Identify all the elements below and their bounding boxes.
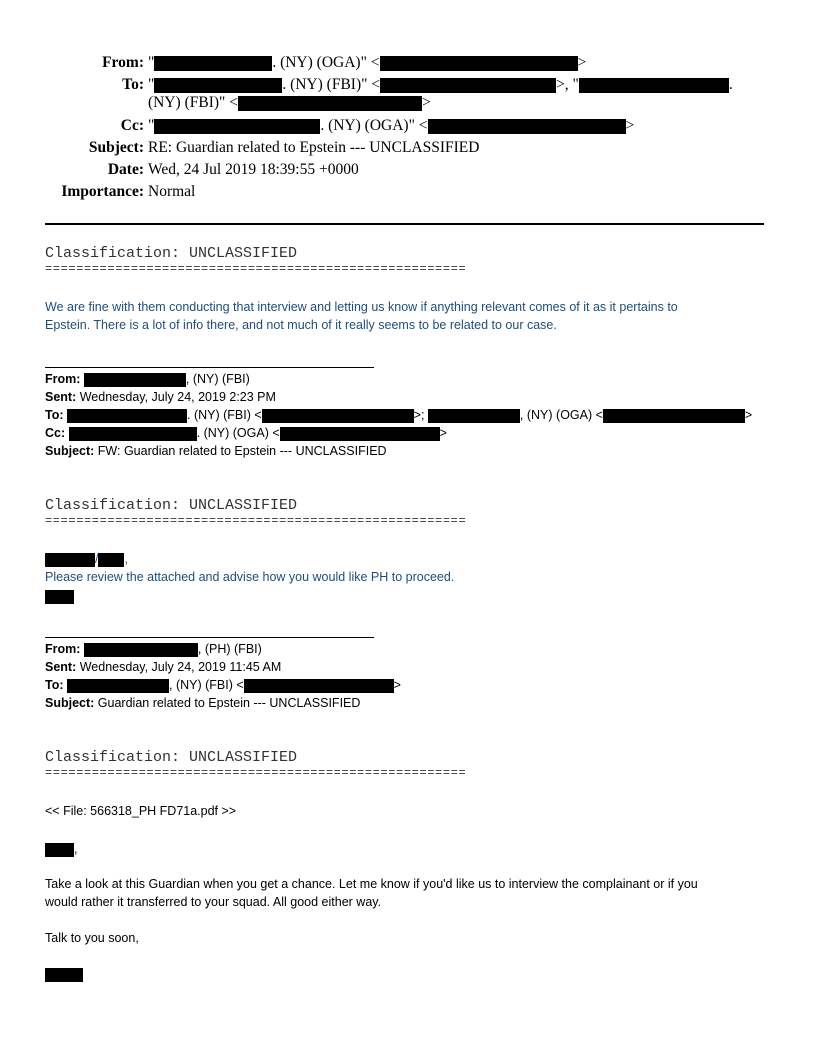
classification-banner: Classification: UNCLASSIFIED (45, 749, 298, 766)
redaction-box (262, 409, 414, 423)
to-dot: . (728, 76, 733, 93)
date-label: Date: (107, 161, 144, 178)
to-close: > (421, 94, 431, 111)
fwd1-signature (45, 588, 74, 606)
greeting-comma: , (124, 552, 128, 566)
message-separator (45, 367, 374, 368)
fwd2-to-row (45, 676, 401, 694)
fwd2-subject-value: Guardian related to Epstein --- UNCLASSIFIED (97, 696, 361, 710)
classification-banner: Classification: UNCLASSIFIED (45, 497, 298, 514)
to-quote: " (148, 76, 155, 93)
fwd1-cc-row (45, 424, 447, 442)
reply-body-line2: Epstein. There is a lot of info there, and not much of it really seems to be related to our case. (45, 318, 557, 332)
fwd1-to-text-2: , (NY) (OGA) < (519, 408, 603, 422)
fwd2-sent-value: Wednesday, July 24, 2019 11:45 AM (79, 660, 282, 674)
cc-value (148, 117, 634, 135)
to-text-2: (NY) (FBI)" < (148, 94, 238, 111)
redaction-box (579, 78, 729, 93)
importance-label: Importance: (61, 183, 144, 200)
fwd1-to-text: . (NY) (FBI) < (187, 408, 262, 422)
cc-row (0, 117, 816, 135)
redaction-box (154, 119, 320, 134)
redaction-box (244, 679, 394, 693)
from-quote: " (148, 54, 155, 71)
redaction-box (380, 78, 556, 93)
from-row (0, 54, 816, 72)
redaction-box (428, 409, 520, 423)
importance-row (0, 183, 816, 201)
fwd2-to-text: , (NY) (FBI) < (169, 678, 244, 692)
classification-banner: Classification: UNCLASSIFIED (45, 245, 298, 262)
fwd1-to-separator: >; (413, 408, 425, 422)
redaction-box (603, 409, 745, 423)
fwd1-sent-value: Wednesday, July 24, 2019 2:23 PM (79, 390, 276, 404)
redaction-box (154, 56, 272, 71)
fwd2-subject-row (45, 694, 360, 712)
greeting-slash: / (95, 552, 99, 566)
fwd2-sent-label: Sent: (45, 660, 77, 674)
subject-row (0, 139, 816, 157)
fwd1-to-close: > (744, 408, 753, 422)
importance-value: Normal (148, 183, 196, 200)
from-label: From: (102, 54, 144, 71)
redaction-box (45, 843, 74, 857)
reply-body-line1: We are fine with them conducting that interview and letting us know if anything relevant comes of it as it pertains to (45, 300, 678, 314)
to-value (148, 76, 733, 94)
fwd2-signature (45, 966, 83, 984)
redaction-box (84, 373, 186, 387)
fwd2-sent-row (45, 658, 281, 676)
equals-rule: ====================================================== (45, 766, 467, 780)
to-separator: >, " (556, 76, 579, 93)
fwd1-cc-label: Cc: (45, 426, 66, 440)
redaction-box (45, 968, 83, 982)
equals-rule: ====================================================== (45, 514, 467, 528)
subject-value: RE: Guardian related to Epstein --- UNCLASSIFIED (148, 139, 480, 156)
fwd1-subject-value: FW: Guardian related to Epstein --- UNCLASSIFIED (97, 444, 387, 458)
from-close: > (577, 54, 587, 71)
redaction-box (67, 679, 169, 693)
cc-close: > (625, 117, 635, 134)
to-label: To: (122, 76, 144, 93)
fwd1-greeting (45, 550, 128, 568)
to-row-continued (148, 94, 431, 112)
redaction-box (154, 78, 282, 93)
date-value: Wed, 24 Jul 2019 18:39:55 +0000 (148, 161, 359, 178)
fwd2-from-value: , (PH) (FBI) (197, 642, 262, 656)
fwd1-to-label: To: (45, 408, 64, 422)
fwd1-subject-label: Subject: (45, 444, 95, 458)
cc-quote: " (148, 117, 155, 134)
fwd1-body-text: Please review the attached and advise how you would like PH to proceed. (45, 570, 455, 584)
equals-rule: ====================================================== (45, 262, 467, 276)
fwd1-subject-row (45, 442, 387, 460)
cc-label: Cc: (120, 117, 144, 134)
from-value (148, 54, 586, 72)
fwd2-subject-label: Subject: (45, 696, 95, 710)
to-text: . (NY) (FBI)" < (282, 76, 381, 93)
redaction-box (45, 553, 95, 567)
fwd2-greeting (45, 840, 77, 858)
redaction-box (280, 427, 440, 441)
fwd1-cc-text: . (NY) (OGA) < (196, 426, 280, 440)
redaction-box (428, 119, 626, 134)
fwd2-closing: Talk to you soon, (45, 931, 139, 945)
redaction-box (45, 590, 74, 604)
fwd2-body-line2: would rather it transferred to your squad. All good either way. (45, 895, 382, 909)
fwd1-sent-label: Sent: (45, 390, 77, 404)
header-divider (45, 223, 764, 225)
redaction-box (69, 427, 197, 441)
fwd2-from-row (45, 640, 262, 658)
redaction-box (380, 56, 578, 71)
redaction-box (84, 643, 198, 657)
from-text: . (NY) (OGA)" < (272, 54, 380, 71)
fwd1-from-label: From: (45, 372, 81, 386)
redaction-box (67, 409, 187, 423)
redaction-box (98, 553, 124, 567)
fwd1-from-row (45, 370, 250, 388)
message-separator (45, 637, 374, 638)
fwd2-to-label: To: (45, 678, 64, 692)
attachment-link[interactable]: << File: 566318_PH FD71a.pdf >> (45, 804, 237, 818)
fwd1-to-row (45, 406, 752, 424)
fwd1-cc-close: > (439, 426, 447, 440)
date-row (0, 161, 816, 179)
fwd1-from-value: , (NY) (FBI) (185, 372, 250, 386)
fwd2-to-close: > (393, 678, 401, 692)
fwd2-body-line1: Take a look at this Guardian when you get a chance. Let me know if you'd like us to interview the complainant or if you (45, 877, 698, 891)
subject-label: Subject: (88, 139, 144, 156)
to-row (0, 76, 816, 94)
redaction-box (238, 96, 422, 111)
fwd1-sent-row (45, 388, 276, 406)
cc-text: . (NY) (OGA)" < (320, 117, 428, 134)
fwd2-from-label: From: (45, 642, 81, 656)
greeting-comma: , (74, 842, 78, 856)
